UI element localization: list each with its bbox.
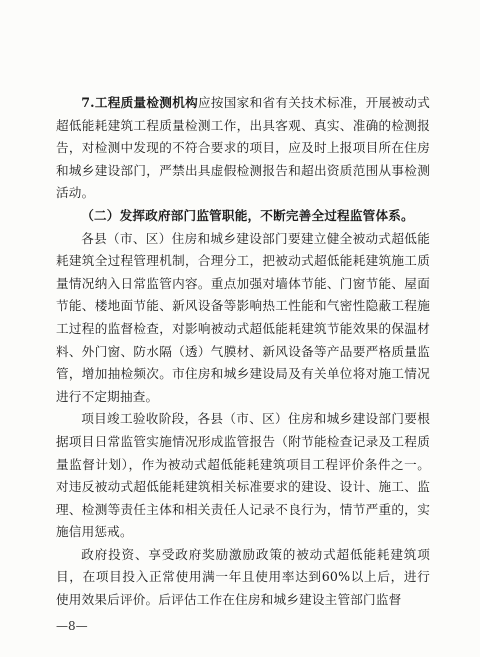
paragraph-3: 政府投资、享受政府奖励激励政策的被动式超低能耗建筑项目，在项目投入正常使用满一年且使用率达到60%以上后，进行使用效果后评价。后评估工作在住房和城乡建设主管部门监督 xyxy=(56,546,430,608)
page-number: —8— xyxy=(56,619,88,633)
document-body xyxy=(56,92,430,612)
paragraph-2: 项目竣工验收阶段，各县（市、区）住房和城乡建设部门要根据项目日常监管实施情况形成监管报告（附节能检查记录及工程质量监督计划），作为被动式超低能耗建筑项目工程评价条件之一。对违反被动式超低能耗建筑相关标准要求的建设、设计、施工、监理、检测等责任主体和相关责任人记录不良行为，情节严重的，实施信用惩戒。 xyxy=(56,411,430,540)
section-heading: （二）发挥政府部门监管职能，不断完善全过程监管体系。 xyxy=(81,207,414,223)
item-7-lead: 7.工程质量检测机构 xyxy=(81,95,198,110)
item-7-body: 应按国家和省有关技术标准，开展被动式超低能耗建筑工程质量检测工作，出具客观、真实、准确的检测报告，对检测中发现的不符合要求的项目，应及时上报项目所在住房和城乡建设部门，严禁出具虚假检测报告和超出资质范围从事检测活动。 xyxy=(56,95,430,201)
paragraph-1: 各县（市、区）住房和城乡建设部门要建立健全被动式超低能耗建筑全过程管理机制，合理分工，把被动式超低能耗建筑施工质量情况纳入日常监管内容。重点加强对墙体节能、门窗节能、屋面节能、楼地面节能、新风设备等影响热工性能和气密性隐蔽工程施工过程的监督检查，对影响被动式超低能耗建筑节能效果的保温材料、外门窗、防水隔（透）气膜材、新风设备等产品要严格质量监管，增加抽检频次。市住房和城乡建设局及有关单位将对施工情况进行不定期抽查。 xyxy=(56,230,430,404)
item-7-paragraph xyxy=(56,92,430,205)
